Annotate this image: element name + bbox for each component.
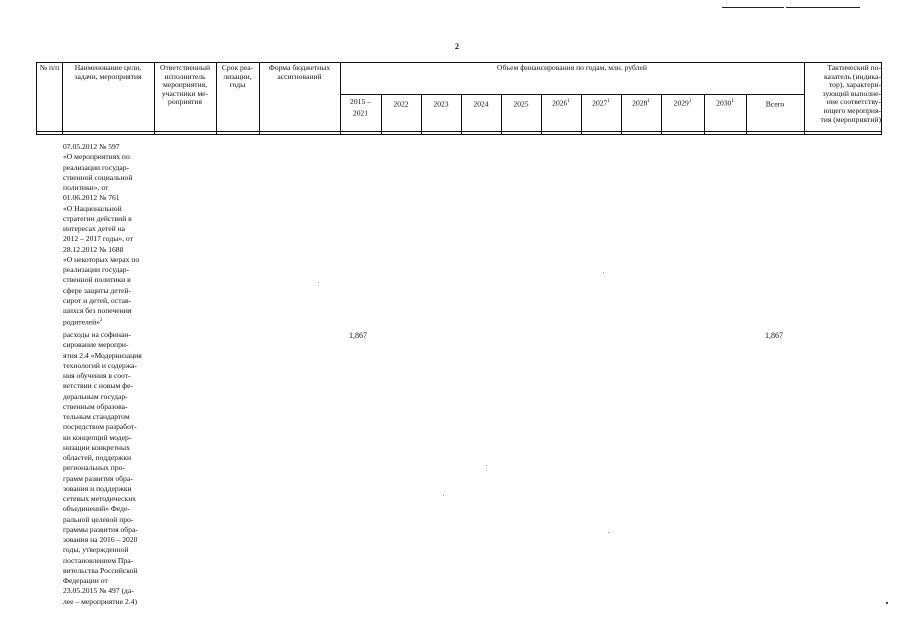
header-indicator: Тактический по- казатель (индика- тор), характери- зующий выполне- ние соответству- ющего мероприя- тия (мероприятий)	[820, 63, 881, 124]
header-term: Срок реа- лизации, годы	[221, 63, 254, 90]
scan-speck	[608, 532, 609, 533]
measure-2-4-text: расходы на софинан- сирование меропри- ятия 2.4 «Модернизация технологий и содержа- ния обучения в соот- ветствии с новым фе- деральным государ- ственным образова- тельным стандартом посредством разработ- ки концепций модер- низации конкретных областей, поддержки региональных про- грамм развития обра- зования и поддержки сетевых методических объединений» Феде- ральной целевой про- граммы развития обра- зования на 2016 – 2020 годы, утвержденной постановлением Пра- вительства Российской Федерации от 23.05.2015 № 497 (да- лее – мероприятие 2.4)	[63, 330, 142, 606]
header-num: № п/п	[39, 63, 60, 72]
top-rule-left	[722, 7, 784, 8]
header-volume: Объем финансирования по годам, млн. рублей	[497, 63, 647, 72]
page-number: 2	[455, 42, 459, 51]
decree-list-text: 07.05.2012 № 597 «О мероприятиях по реализации государ- ственной социальной политики», от 01.06.2012 № 761 «О Национальной стратегии действий в интересах детей на 2012 – 2017 годы», от 28.12.2012 № 1688 «О некоторых мерах по реализации государ- ственной политики в сфере защиты детей- сирот и детей, остав- шихся без попечения родителей»$^2$	[63, 142, 140, 327]
year-2015-2021: 2015 – 2021	[350, 97, 371, 118]
header-executor: Ответственный исполнитель мероприятия, участники ме- роприятия	[159, 63, 211, 107]
top-rule-right	[786, 7, 860, 8]
year-2023: 2023	[433, 99, 449, 109]
scan-speck	[318, 282, 319, 283]
year-2026: 2026$^1$	[552, 98, 570, 108]
year-total: Всего	[765, 99, 785, 109]
year-2025: 2025	[513, 99, 529, 109]
value-2015-2021: 1,867	[349, 331, 367, 340]
year-2028: 2028$^1$	[632, 98, 650, 108]
year-2030: 2030$^1$	[716, 98, 734, 108]
year-2022: 2022	[393, 99, 409, 109]
header-form: Форма бюджетных ассигнований	[268, 63, 331, 81]
scan-speck	[443, 495, 444, 496]
header-name: Наименование цели, задачи, мероприятия	[74, 63, 142, 81]
year-2027: 2027$^1$	[592, 98, 610, 108]
scan-speck	[886, 602, 888, 604]
scan-speck	[486, 465, 487, 466]
value-total: 1,867	[765, 331, 783, 340]
scan-speck	[603, 272, 604, 273]
year-2024: 2024	[473, 99, 489, 109]
year-2029: 2029$^1$	[673, 98, 692, 108]
